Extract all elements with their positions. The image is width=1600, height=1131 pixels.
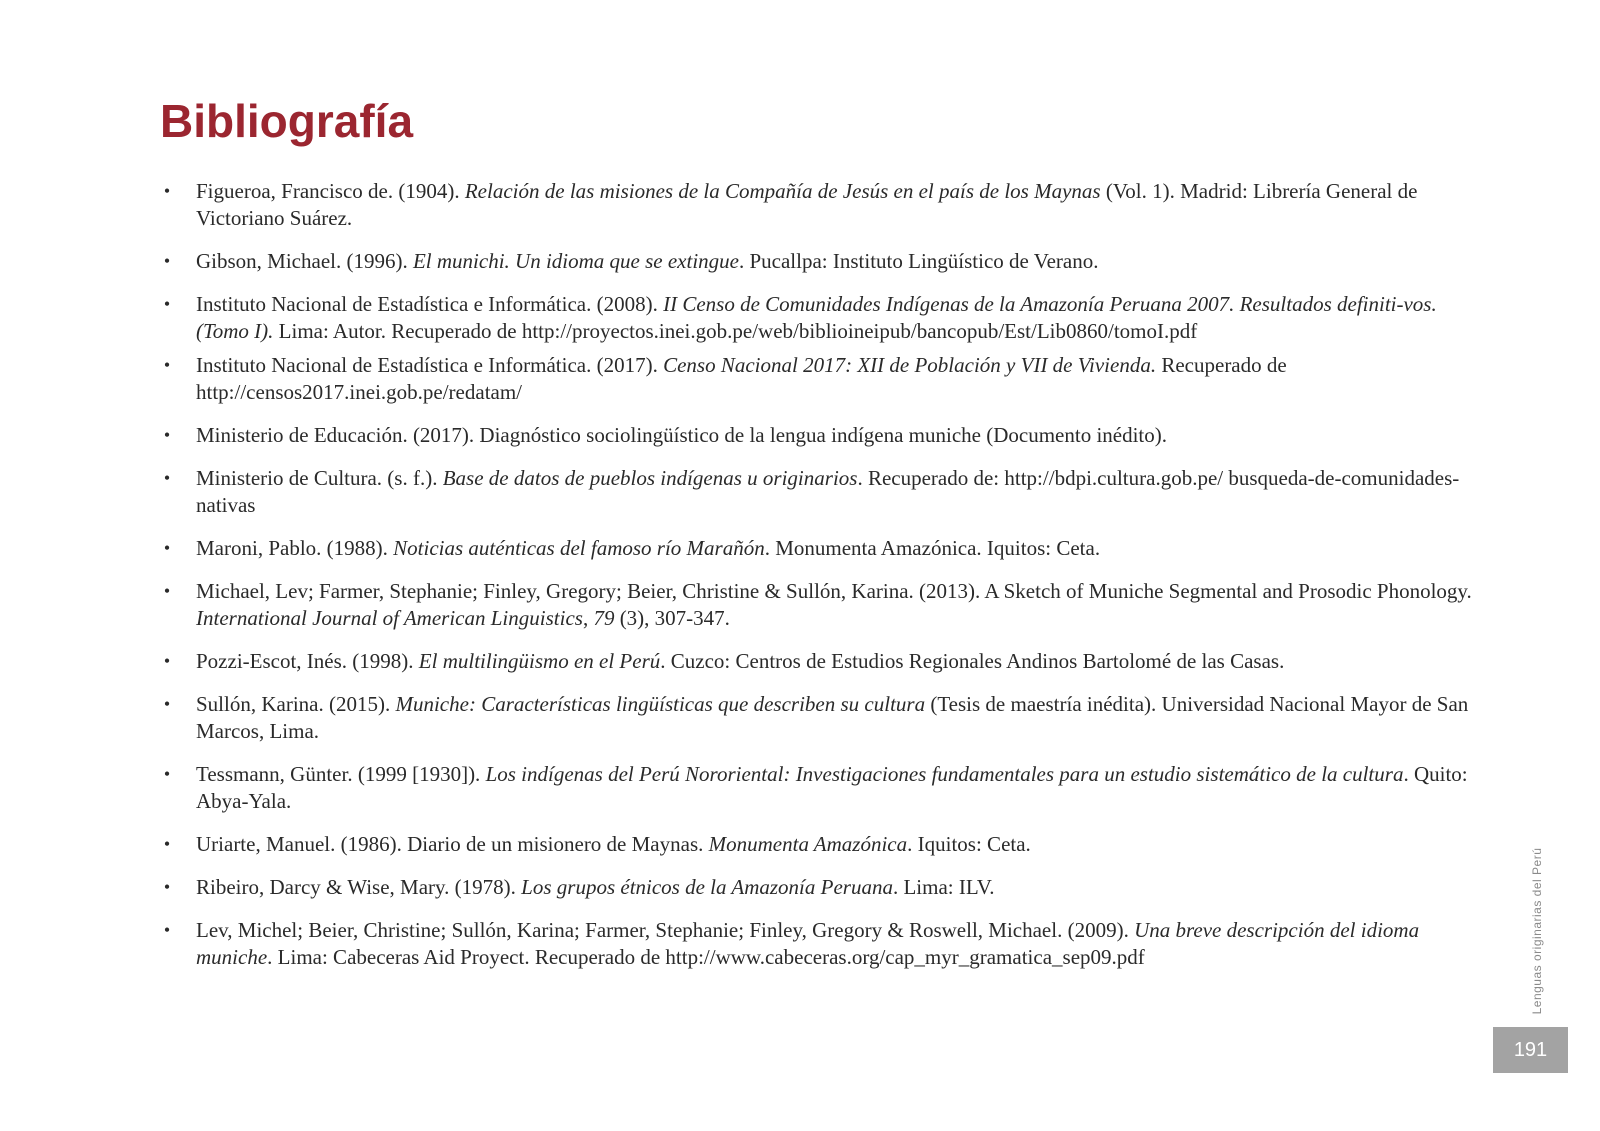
reference-text: . Recuperado de: http://bdpi.cultura.gob.pe/ busqueda-de-comunidades-nativas bbox=[196, 466, 1460, 517]
reference-title: Una breve descripción del idioma muniche bbox=[196, 918, 1420, 969]
reference-item bbox=[160, 535, 1480, 562]
reference-title: Los grupos étnicos de la Amazonía Peruana bbox=[521, 875, 893, 899]
reference-text: Gibson, Michael. (1996). bbox=[196, 249, 413, 273]
reference-text: Figueroa, Francisco de. (1904). bbox=[196, 179, 465, 203]
bullet: • bbox=[163, 294, 171, 314]
reference-item bbox=[160, 648, 1480, 675]
reference-item bbox=[160, 578, 1480, 632]
bullet: • bbox=[163, 181, 171, 201]
reference-text: Ministerio de Educación. (2017). Diagnóstico sociolingüístico de la lengua indígena muniche (Documento inédito). bbox=[196, 423, 1168, 447]
reference-title: Muniche: Características lingüísticas que describen su cultura bbox=[395, 692, 926, 716]
reference-title: Noticias auténticas del famoso río Marañón bbox=[393, 536, 765, 560]
reference-volume: 79 bbox=[593, 606, 615, 630]
reference-journal: International Journal of American Linguistics bbox=[196, 606, 583, 630]
reference-item bbox=[160, 874, 1480, 901]
reference-text: (Tesis de maestría inédita). Universidad Nacional Mayor de San Marcos, Lima. bbox=[196, 692, 1469, 743]
reference-text: . Quito: Abya-Yala. bbox=[196, 762, 1468, 813]
page-title: Bibliografía bbox=[160, 95, 414, 147]
bullet: • bbox=[163, 468, 171, 488]
reference-title: Monumenta Amazónica bbox=[708, 832, 908, 856]
running-head-text: Lenguas originarias del Perú bbox=[1530, 847, 1544, 1015]
reference-text: (Vol. 1). Madrid: Librería General de Victoriano Suárez. bbox=[196, 179, 1418, 230]
reference-text: Ministerio de Cultura. (s. f.). bbox=[196, 466, 443, 490]
reference-text: Sullón, Karina. (2015). bbox=[196, 692, 396, 716]
reference-item bbox=[160, 691, 1480, 745]
reference-title: Censo Nacional 2017: XII de Población y VII de Vivienda. bbox=[663, 353, 1157, 377]
reference-text: Ribeiro, Darcy & Wise, Mary. (1978). bbox=[196, 875, 522, 899]
reference-text: Lev, Michel; Beier, Christine; Sullón, Karina; Farmer, Stephanie; Finley, Gregory & Roswell, Michael. (2009). bbox=[196, 918, 1135, 942]
reference-item bbox=[160, 831, 1480, 858]
reference-item bbox=[160, 248, 1480, 275]
bullet: • bbox=[163, 251, 171, 271]
reference-text: (3), 307-347. bbox=[614, 606, 730, 630]
bibliography-list bbox=[160, 178, 1480, 987]
reference-item bbox=[160, 422, 1480, 449]
bullet: • bbox=[163, 355, 171, 375]
reference-text: Maroni, Pablo. (1988). bbox=[196, 536, 394, 560]
reference-item bbox=[160, 465, 1480, 519]
bullet: • bbox=[163, 581, 171, 601]
reference-title: Relación de las misiones de la Compañía de Jesús en el país de los Maynas bbox=[464, 179, 1101, 203]
reference-title: El munichi. Un idioma que se extingue bbox=[412, 249, 739, 273]
reference-text: Recuperado de http://censos2017.inei.gob.pe/redatam/ bbox=[196, 353, 1287, 404]
reference-item bbox=[160, 761, 1480, 815]
running-head bbox=[1527, 844, 1547, 1019]
reference-title: Los indígenas del Perú Nororiental: Investigaciones fundamentales para un estudio sistemático de la cultura bbox=[485, 762, 1404, 786]
bullet: • bbox=[163, 920, 171, 940]
bullet: • bbox=[163, 694, 171, 714]
reference-text: . Lima: Cabeceras Aid Proyect. Recuperado de http://www.cabeceras.org/cap_myr_gramatica_sep09.pdf bbox=[267, 945, 1145, 969]
reference-text: Lima: Autor. Recuperado de http://proyectos.inei.gob.pe/web/biblioineipub/bancopub/Est/Lib0860/tomoI.pdf bbox=[273, 319, 1198, 343]
bullet: • bbox=[163, 764, 171, 784]
reference-text: Michael, Lev; Farmer, Stephanie; Finley, Gregory; Beier, Christine & Sullón, Karina. (2013). A Sketch of Muniche Segmental and Prosodic Phonology. bbox=[196, 579, 1472, 603]
reference-title: Base de datos de pueblos indígenas u originarios bbox=[442, 466, 858, 490]
reference-text: . Cuzco: Centros de Estudios Regionales Andinos Bartolomé de las Casas. bbox=[660, 649, 1285, 673]
bullet: • bbox=[163, 651, 171, 671]
bullet: • bbox=[163, 877, 171, 897]
bullet: • bbox=[163, 538, 171, 558]
reference-item bbox=[160, 917, 1480, 971]
page-number: 191 bbox=[1493, 1027, 1568, 1073]
reference-text: Tessmann, Günter. (1999 [1930]). bbox=[196, 762, 486, 786]
reference-text: . Lima: ILV. bbox=[892, 875, 995, 899]
reference-text: Instituto Nacional de Estadística e Informática. (2008). bbox=[196, 292, 664, 316]
reference-title: El multilingüismo en el Perú bbox=[418, 649, 661, 673]
reference-item bbox=[160, 178, 1480, 232]
bullet: • bbox=[163, 834, 171, 854]
reference-item bbox=[160, 291, 1480, 345]
reference-text: . Pucallpa: Instituto Lingüístico de Verano. bbox=[738, 249, 1099, 273]
reference-text: . Iquitos: Ceta. bbox=[907, 832, 1031, 856]
reference-text: Pozzi-Escot, Inés. (1998). bbox=[196, 649, 419, 673]
reference-title: II Censo de Comunidades Indígenas de la Amazonía Peruana 2007. Resultados definiti-vos. (Tomo I). bbox=[196, 292, 1437, 343]
reference-text: , bbox=[582, 606, 594, 630]
reference-item bbox=[160, 352, 1480, 406]
reference-text: Instituto Nacional de Estadística e Informática. (2017). bbox=[196, 353, 664, 377]
reference-text: . Monumenta Amazónica. Iquitos: Ceta. bbox=[764, 536, 1101, 560]
bullet: • bbox=[163, 425, 171, 445]
reference-text: Uriarte, Manuel. (1986). Diario de un misionero de Maynas. bbox=[196, 832, 709, 856]
